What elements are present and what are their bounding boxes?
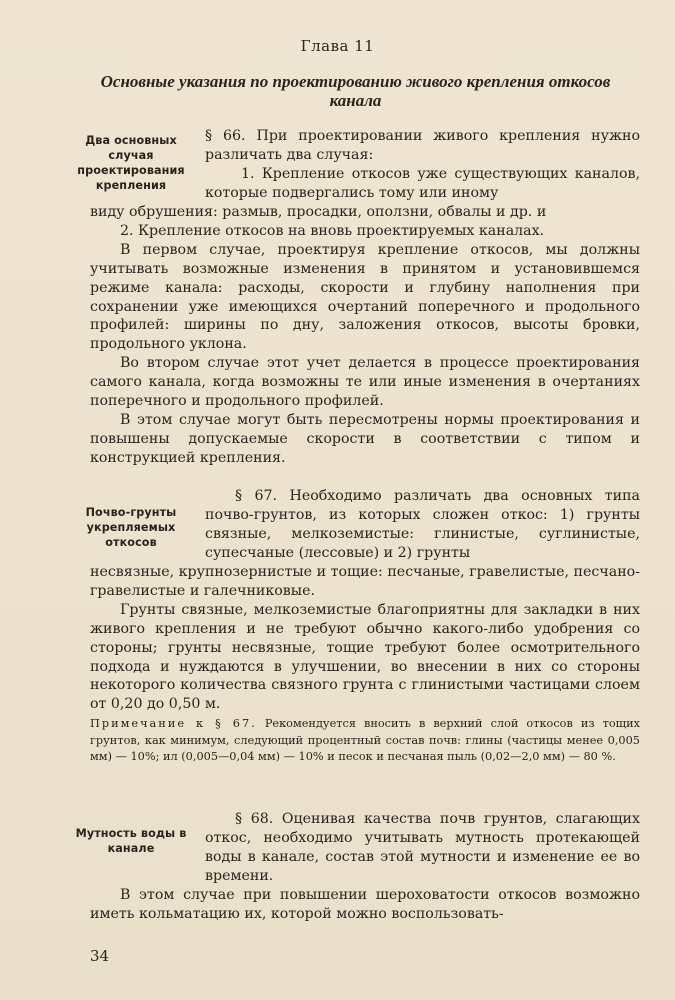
- chapter-title: Глава 11: [300, 37, 375, 55]
- section-67-first-paragraph: [205, 487, 640, 563]
- margin-note-turbidity: Мутность воды в канале: [75, 827, 187, 855]
- section-67-body: [90, 563, 640, 714]
- paragraph: § 67. Необходимо различать два основных типа почво-грунтов, из которых сложен откос: 1) грунты связные, мелкоземистые: глинистые, суглинистые, супесчаные (лессовые) и 2) грунты: [205, 488, 640, 561]
- paragraph: § 66. При проектировании живого крепления нужно различать два случая:: [205, 128, 640, 163]
- paragraph: 1. Крепление откосов уже существующих каналов, которые подвергались тому или иному: [205, 165, 640, 201]
- margin-note-soils: Почво-грунты укрепляемых откосов: [85, 506, 177, 549]
- paragraph: В этом случае при повышении шероховатости откосов возможно иметь кольматацию их, которой можно воспользовать-: [90, 887, 640, 922]
- paragraph: В первом случае, проектируя крепление откосов, мы должны учитывать возможные изменения в принятом и установившемся режиме канала: расходы, скорости и глубину наполнения при сохранении уже имеющихся очертаний поперечного и продольного профилей: ширины по дну, заложения откосов, высоты бровки, продольного уклона.: [90, 241, 640, 353]
- paragraph: Во втором случае этот учет делается в процессе проектирования самого канала, когда возможны те или иные изменения в очертаниях поперечного и продольного профилей.: [90, 355, 640, 410]
- paragraph: несвязные, крупнозернистые и тощие: песчаные, гравелистые, песчано-гравелистые и галечниковые.: [90, 564, 640, 599]
- note-text: Рекомендуется вносить в верхний слой откосов из тощих грунтов, как минимум, следующий процентный состав почв: глины (частицы менее 0,005 мм) — 10%; ил (0,005—0,04 мм) — 10% и песок и песчаная пыль (0,02—2,0 мм) — 80 %.: [90, 717, 641, 763]
- section-66-body: [90, 203, 640, 468]
- paragraph: § 68. Оценивая качества почв грунтов, слагающих откос, необходимо учитывать мутность протекающей воды в канале, состав этой мутности и изменение ее во времени.: [205, 811, 640, 884]
- section-heading: Основные указания по проектированию живого крепления откосов канала: [100, 72, 611, 110]
- section-66-first-paragraph: [205, 127, 640, 203]
- page-number: 34: [90, 947, 110, 965]
- section-68-body: [90, 886, 640, 924]
- paragraph: виду обрушения: размыв, просадки, оползни, обвалы и др. и: [90, 204, 547, 220]
- note-label: Примечание к § 67.: [90, 717, 257, 730]
- margin-note-two-cases: Два основных случая проектирования крепления: [77, 134, 185, 192]
- section-67-note: [90, 716, 640, 766]
- paragraph: Грунты связные, мелкоземистые благоприятны для закладки в них живого крепления и не требуют обычно какого-либо удобрения со стороны; грунты несвязные, тощие требуют более осмотрительного подхода и нуждаются в улучшении, во внесении в них со стороны некоторого количества связного грунта с глинистыми частицами слоем от 0,20 до 0,50 м.: [90, 601, 640, 713]
- paragraph: 2. Крепление откосов на вновь проектируемых каналах.: [120, 222, 545, 239]
- section-68-first-paragraph: [205, 810, 640, 886]
- paragraph: В этом случае могут быть пересмотрены нормы проектирования и повышены допускаемые скорости в соответствии с типом и конструкцией крепления.: [90, 411, 640, 466]
